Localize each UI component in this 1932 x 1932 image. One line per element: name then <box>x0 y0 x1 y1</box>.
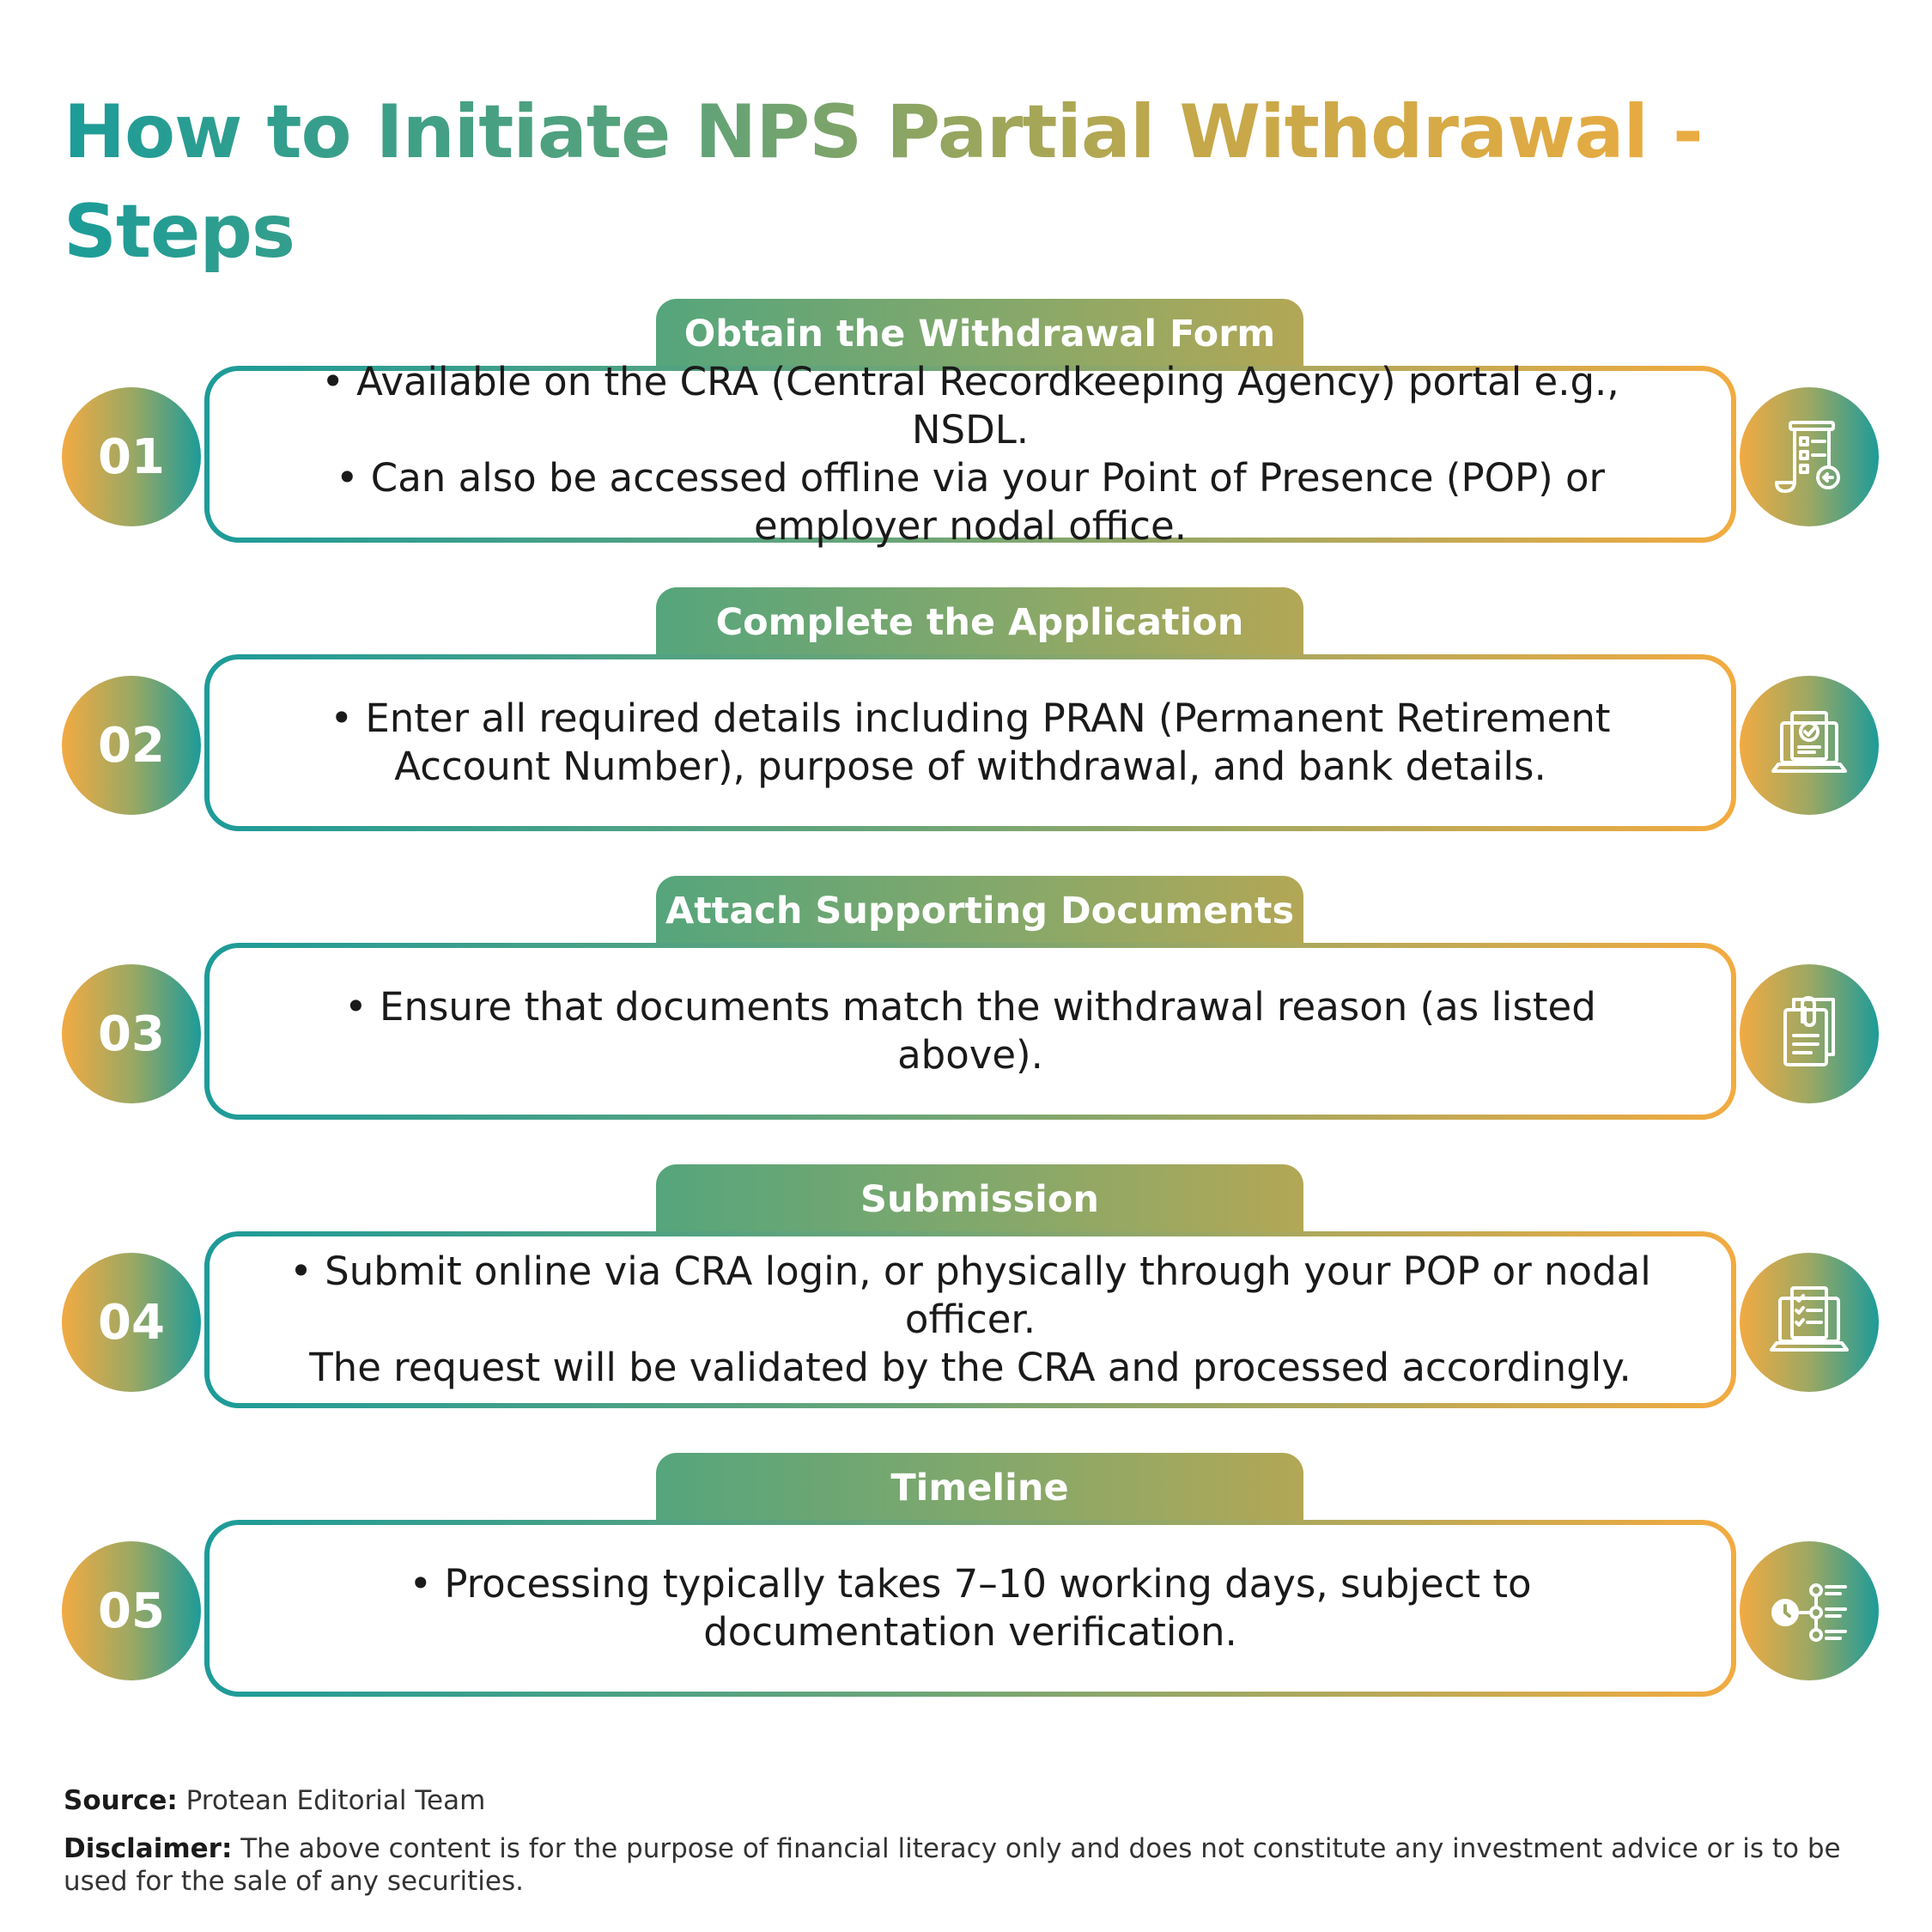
step-1 <box>0 299 1932 548</box>
step-number-badge: 04 <box>62 1253 201 1392</box>
form-document-icon <box>1740 387 1879 526</box>
bullet-line: • Can also be accessed offline via your Point of Presence (POP) or <box>275 454 1666 502</box>
bullet-line-continuation: The request will be validated by the CRA and processed accordingly. <box>309 1345 1631 1390</box>
laptop-check-icon <box>1740 676 1879 815</box>
step-4 <box>0 1164 1932 1413</box>
step-card <box>204 359 1736 549</box>
step-3 <box>0 876 1932 1125</box>
bullet-line: • Processing typically takes 7–10 working days, subject to <box>275 1560 1666 1608</box>
step-description <box>275 1560 1666 1656</box>
bullet-line: • Available on the CRA (Central Recordkeeping Agency) portal e.g., NSDL. <box>275 358 1666 454</box>
clock-timeline-icon <box>1740 1541 1879 1680</box>
step-card <box>204 1231 1736 1408</box>
step-card <box>204 1520 1736 1697</box>
step-number-badge: 01 <box>62 387 201 526</box>
bullet-line-continuation: Account Number), purpose of withdrawal, and bank details. <box>394 744 1546 789</box>
step-heading: Attach Supporting Documents <box>656 876 1303 946</box>
bullet-line: • Ensure that documents match the withdrawal reason (as listed above). <box>275 983 1666 1079</box>
step-description <box>275 695 1666 791</box>
step-description <box>275 1248 1666 1392</box>
step-number-badge: 03 <box>62 964 201 1103</box>
step-heading: Complete the Application <box>656 587 1303 658</box>
page-title: How to Initiate NPS Partial Withdrawal - Steps <box>64 82 1781 282</box>
step-heading: Obtain the Withdrawal Form <box>656 299 1303 369</box>
step-card <box>204 943 1736 1120</box>
step-2 <box>0 587 1932 836</box>
disclaimer-label: Disclaimer: <box>64 1833 233 1864</box>
step-description <box>275 358 1666 550</box>
step-number-badge: 02 <box>62 676 201 815</box>
step-5 <box>0 1453 1932 1702</box>
clip-document-icon <box>1740 964 1879 1103</box>
bullet-line-continuation: employer nodal office. <box>753 503 1187 549</box>
step-heading: Timeline <box>656 1453 1303 1523</box>
step-description <box>275 983 1666 1079</box>
source-label: Source: <box>64 1785 178 1816</box>
bullet-line: • Submit online via CRA login, or physically through your POP or nodal officer. <box>275 1248 1666 1344</box>
source-note <box>64 1784 1884 1817</box>
step-heading: Submission <box>656 1164 1303 1235</box>
bullet-line: • Enter all required details including PRAN (Permanent Retirement <box>275 695 1666 743</box>
step-number-badge: 05 <box>62 1541 201 1680</box>
disclaimer-text: The above content is for the purpose of financial literacy only and does not constitute any investment advice or is to be used for the sale of any securities. <box>64 1833 1841 1897</box>
bullet-line-continuation: documentation verification. <box>703 1609 1237 1655</box>
laptop-checklist-icon <box>1740 1253 1879 1392</box>
source-text: Protean Editorial Team <box>185 1785 486 1816</box>
disclaimer-note <box>64 1832 1884 1898</box>
step-card <box>204 654 1736 831</box>
